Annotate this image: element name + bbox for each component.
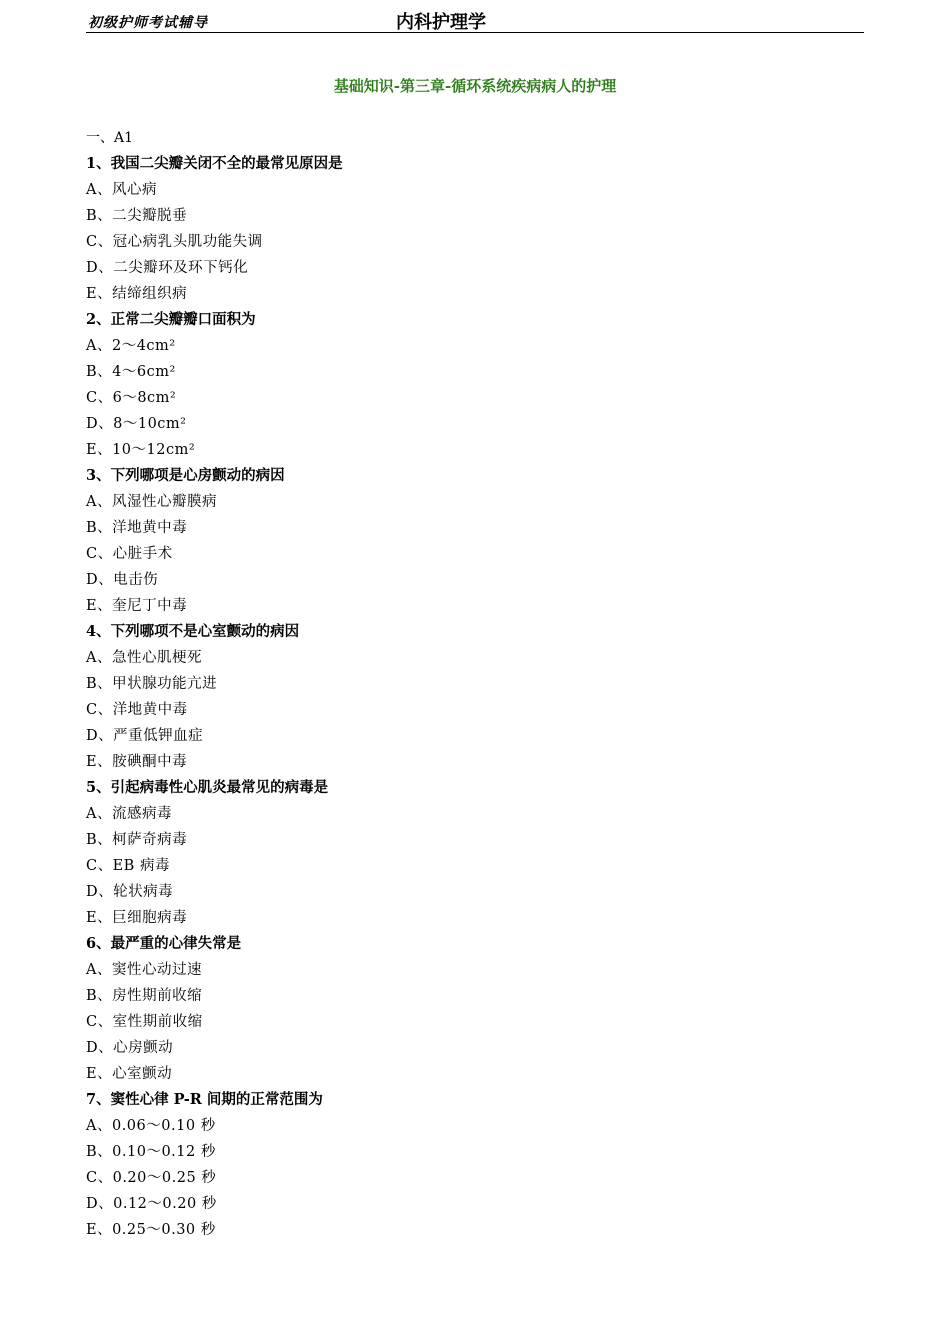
answer-option: C、0.20～0.25 秒 xyxy=(86,1170,217,1186)
answer-option: D、二尖瓣环及环下钙化 xyxy=(86,260,249,276)
answer-option: B、洋地黄中毒 xyxy=(86,520,188,536)
question-stem: 7、窦性心律 P-R 间期的正常范围为 xyxy=(86,1091,323,1108)
answer-option: C、6～8cm² xyxy=(86,390,177,406)
answer-option: A、风心病 xyxy=(86,182,157,198)
answer-option: A、窦性心动过速 xyxy=(86,962,202,978)
question-stem: 1、我国二尖瓣关闭不全的最常见原因是 xyxy=(86,155,343,172)
answer-option: B、4～6cm² xyxy=(86,364,176,380)
answer-option: E、奎尼丁中毒 xyxy=(86,598,188,614)
answer-option: B、0.10～0.12 秒 xyxy=(86,1144,216,1160)
answer-option: C、EB 病毒 xyxy=(86,858,170,874)
answer-option: B、甲状腺功能亢进 xyxy=(86,676,218,692)
answer-option: C、冠心病乳头肌功能失调 xyxy=(86,234,263,250)
question-stem: 2、正常二尖瓣瓣口面积为 xyxy=(86,311,256,328)
question-stem: 3、下列哪项是心房颤动的病因 xyxy=(86,467,285,484)
answer-option: C、室性期前收缩 xyxy=(86,1014,203,1030)
answer-option: B、柯萨奇病毒 xyxy=(86,832,188,848)
answer-option: E、心室颤动 xyxy=(86,1066,173,1082)
answer-option: D、8～10cm² xyxy=(86,416,187,432)
header-subject-title: 内科护理学 xyxy=(396,12,486,33)
answer-option: D、心房颤动 xyxy=(86,1040,174,1056)
answer-option: E、0.25～0.30 秒 xyxy=(86,1222,216,1238)
answer-option: E、巨细胞病毒 xyxy=(86,910,188,926)
answer-option: A、流感病毒 xyxy=(86,806,172,822)
section-label: 一、A1 xyxy=(86,130,134,146)
question-7 xyxy=(86,1087,866,1243)
answer-option: D、严重低钾血症 xyxy=(86,728,204,744)
question-stem: 5、引起病毒性心肌炎最常见的病毒是 xyxy=(86,779,329,796)
answer-option: B、房性期前收缩 xyxy=(86,988,203,1004)
question-stem: 6、最严重的心律失常是 xyxy=(86,935,242,952)
question-list xyxy=(86,125,866,1243)
answer-option: A、0.06～0.10 秒 xyxy=(86,1118,216,1134)
answer-option: E、10～12cm² xyxy=(86,442,196,458)
question-3 xyxy=(86,463,866,619)
question-stem: 4、下列哪项不是心室颤动的病因 xyxy=(86,623,300,640)
document-title: 基础知识-第三章-循环系统疾病病人的护理 xyxy=(333,77,617,95)
question-5 xyxy=(86,775,866,931)
answer-option: D、电击伤 xyxy=(86,572,159,588)
answer-option: A、风湿性心瓣膜病 xyxy=(86,494,217,510)
answer-option: D、0.12～0.20 秒 xyxy=(86,1196,217,1212)
answer-option: E、结缔组织病 xyxy=(86,286,188,302)
question-6 xyxy=(86,931,866,1087)
answer-option: C、心脏手术 xyxy=(86,546,173,562)
answer-option: A、2～4cm² xyxy=(86,338,176,354)
answer-option: E、胺碘酮中毒 xyxy=(86,754,188,770)
question-4 xyxy=(86,619,866,775)
answer-option: C、洋地黄中毒 xyxy=(86,702,188,718)
answer-option: B、二尖瓣脱垂 xyxy=(86,208,188,224)
questions-container xyxy=(86,151,866,1243)
answer-option: D、轮状病毒 xyxy=(86,884,174,900)
question-1 xyxy=(86,151,866,307)
answer-option: A、急性心肌梗死 xyxy=(86,650,202,666)
page-header xyxy=(86,8,864,33)
header-series-title: 初级护师考试辅导 xyxy=(88,15,208,31)
question-2 xyxy=(86,307,866,463)
